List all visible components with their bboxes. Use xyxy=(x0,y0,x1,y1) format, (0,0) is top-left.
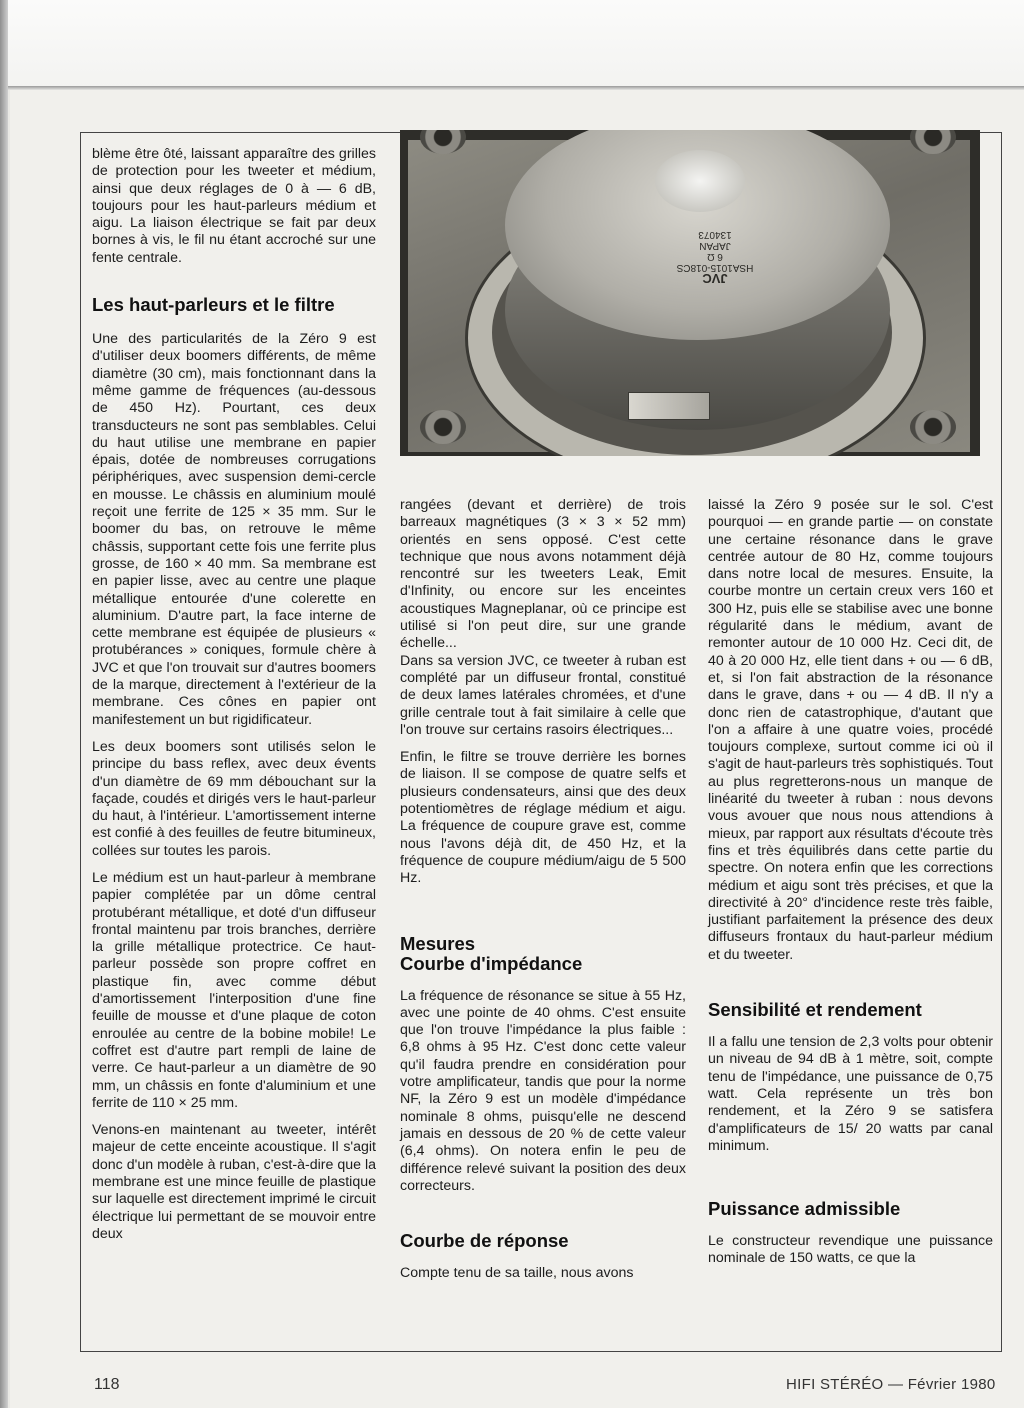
paragraph: laissé la Zéro 9 posée sur le sol. C'est pourquoi — en grande partie — on constate une certaine résonance dans le grave centrée autour de 80 Hz, comme toujours dans notre local de mesures. Ensuite, la courbe montre un certain creux vers 160 et 300 Hz, puis elle se stabilise avec une bonne régularité dans le médium, avant de remonter autour de 10 000 Hz. Ceci dit, de 40 à 20 000 Hz, elle tient dans + ou — 6 dB, et, si l'on fait abstraction de la résonance dans le grave, dans + ou — 4 dB. Il n'y a donc rien de catastrophique, d'autant que l'on a affaire à une quatre voies, procédé toujours complexe, surtout comme ici où il s'agit de haut-parleurs très sophistiqués. Tout au plus regretterons-nous un manque de linéarité du tweeter à ruban : nous devons vous avouer que nous nous attendions à mieux, par rapport aux résultats d'écoute très fins et très équilibrés dans cette partie du spectre. On notera enfin que les corrections médium et aigu sont très précises, et que la directivité à 20° d'incidence reste très faible, justifiant parfaitement la présence des deux diffuseurs frontaux du haut-parleur médium et du tweeter. xyxy=(708,497,993,963)
page-number: 118 xyxy=(94,1376,120,1393)
section-heading: Puissance admissible xyxy=(708,1198,901,1220)
paragraph: blème être ôté, laissant apparaître des grilles de protection pour les tweeter et médium, ainsi que deux réglages de 0 à — 6 dB, toujours pour les haut-parleurs médium et aigu. La liaison électrique se fait par deux bornes à vis, le fil nu étant accroché sur une fente centrale. xyxy=(92,146,376,266)
corner-bolt xyxy=(910,410,956,444)
paragraph: Il a fallu une tension de 2,3 volts pour obtenir un niveau de 94 dB à 1 mètre, soit, compte tenu de l'impédance, une puissance de 0,75 watt. Cela représente un très bon rendement, et la Zéro 9 se satisfera d'amplificateurs de 15/ 20 watts par canal minimum. xyxy=(708,1034,993,1154)
speaker-pole-piece xyxy=(655,150,745,212)
column-2 xyxy=(400,497,686,1292)
paragraph: Enfin, le filtre se trouve derrière les bornes de liaison. Il se compose de quatre selfs et plusieurs condensateurs, ainsi que des deux potentiomètres de réglage médium et aigu. La fréquence de coupure grave est, comme nous l'avons déjà dit, de 450 Hz, et la fréquence de coupure médium/aigu de 5 500 Hz. xyxy=(400,749,686,887)
scan-top-margin xyxy=(0,0,1024,88)
paragraph: rangées (devant et derrière) de trois barreaux magnétiques (3 × 3 × 52 mm) orientés en sens opposé. C'est cette technique que nous avons notamment déjà rencontré sur les tweeters Leak, Emit d'Infinity, ou encore sur les enceintes acoustiques Magneplanar, où ce principe est utilisé si l'on peut dire, sur une grande échelle... xyxy=(400,497,686,652)
magnet-label-line: HSA1015-018CS xyxy=(676,262,754,273)
paragraph: Une des particularités de la Zéro 9 est d'utiliser deux boomers différents, de même diamètre (30 cm), mais fonctionnant dans la même gamme de fréquences (au-dessous de 450 Hz). Pourtant, ces deux transducteurs ne sont pas semblables. Celui du haut utilise une membrane en papier épais, dotée de nombreuses corrugations périphériques, avec suspension demi-cercle en mousse. Le châssis en aluminium moulé reçoit une ferrite de 125 × 35 mm. Sur le boomer du bas, on retrouve le même châssis, supportant cette fois une ferrite plus grosse, de 160 × 40 mm. Sa membrane est en papier lisse, avec au centre une plaque métallique entourée d'une colerette en aluminium. D'autre part, la face interne de cette membrane est équipée de plusieurs « protubérances » coniques, formule chère à JVC et que l'on trouvait sur d'autres boomers de la marque, directement à l'extérieur de la membrane. Ces cônes en papier ont manifestement un but rigidificateur. xyxy=(92,331,376,728)
corner-bolt xyxy=(420,410,466,444)
magnet-label-line: 6 Ω xyxy=(707,251,723,262)
speaker-terminal xyxy=(628,392,710,420)
section-heading-line: Courbe d'impédance xyxy=(400,952,583,974)
scan-left-edge xyxy=(0,0,8,1408)
paragraph: Venons-en maintenant au tweeter, intérêt majeur de cette enceinte acoustique. Il s'agit donc d'un modèle à ruban, c'est-à-dire que la membrane est une mince feuille de plastique sur laquelle est directement imprimé le circuit électrique lui permettant de se mouvoir entre deux xyxy=(92,1122,376,1242)
column-3 xyxy=(708,497,993,1278)
section-heading-line: Mesures xyxy=(400,932,476,954)
magazine-footer: HIFI STÉRÉO — Février 1980 xyxy=(786,1376,996,1393)
speaker-photo xyxy=(400,130,980,456)
paragraph: Dans sa version JVC, ce tweeter à ruban est complété par un diffuseur frontal, constitué de deux lames latérales chromées, et d'une grille centrale tout à fait similaire à celle que l'on trouve sur certains rasoirs électriques... xyxy=(400,652,686,738)
magnet-label-brand: JVC xyxy=(702,271,728,286)
section-heading: Les haut-parleurs et le filtre xyxy=(92,294,335,316)
section-heading: Sensibilité et rendement xyxy=(708,999,922,1021)
section-heading xyxy=(400,934,686,974)
paragraph: La fréquence de résonance se situe à 55 Hz, avec une pointe de 40 ohms. C'est ensuite que l'on trouve l'impédance la plus faible : 6,8 ohms à 95 Hz. C'est donc cette valeur qu'il faudra prendre en considération pour votre amplificateur, tandis que pour la norme NF, la Zéro 9 est un modèle d'impédance nominale 8 ohms, puisqu'elle ne descend jamais en dessous de 20 % de cette valeur (6,4 ohms). On notera enfin le peu de différence relevé suivant la position des deux correcteurs. xyxy=(400,987,686,1194)
paragraph: Compte tenu de sa taille, nous avons xyxy=(400,1265,634,1282)
magnet-label-line: JAPAN xyxy=(699,240,731,251)
paragraph: Les deux boomers sont utilisés selon le principe du bass reflex, avec deux évents d'un diamètre de 69 mm débouchant sur la façade, coudés et dirigés vers le haut-parleur du haut, à l'intérieur. L'amortissement interne est confié à des feuilles de feutre bitumineux, collées sur toutes les parois. xyxy=(92,738,376,859)
paragraph: Le médium est un haut-parleur à membrane papier complétée par un dôme central protubérant métallique, et doté d'un diffuseur frontal maintenu par trois branches, derrière la grille métallique protectrice. Ce haut-parleur possède son propre coffret en plastique fin, avec comme début d'amortissement l'interposition d'une fine feuille de mousse et d'une plaque de coton enroulée au centre de la bobine mobile! Le coffret est d'autre part rempli de laine de verre. Ce haut-parleur a un diamètre de 90 mm, un châssis en fonte d'aluminium et une ferrite de 110 × 25 mm. xyxy=(92,869,376,1111)
magnet-label-line: 134073 xyxy=(698,229,732,240)
column-1 xyxy=(92,146,376,1253)
paragraph: Le constructeur revendique une puissance nominale de 150 watts, ce que la xyxy=(708,1233,993,1267)
magnet-label xyxy=(640,229,790,286)
section-heading: Courbe de réponse xyxy=(400,1230,569,1252)
